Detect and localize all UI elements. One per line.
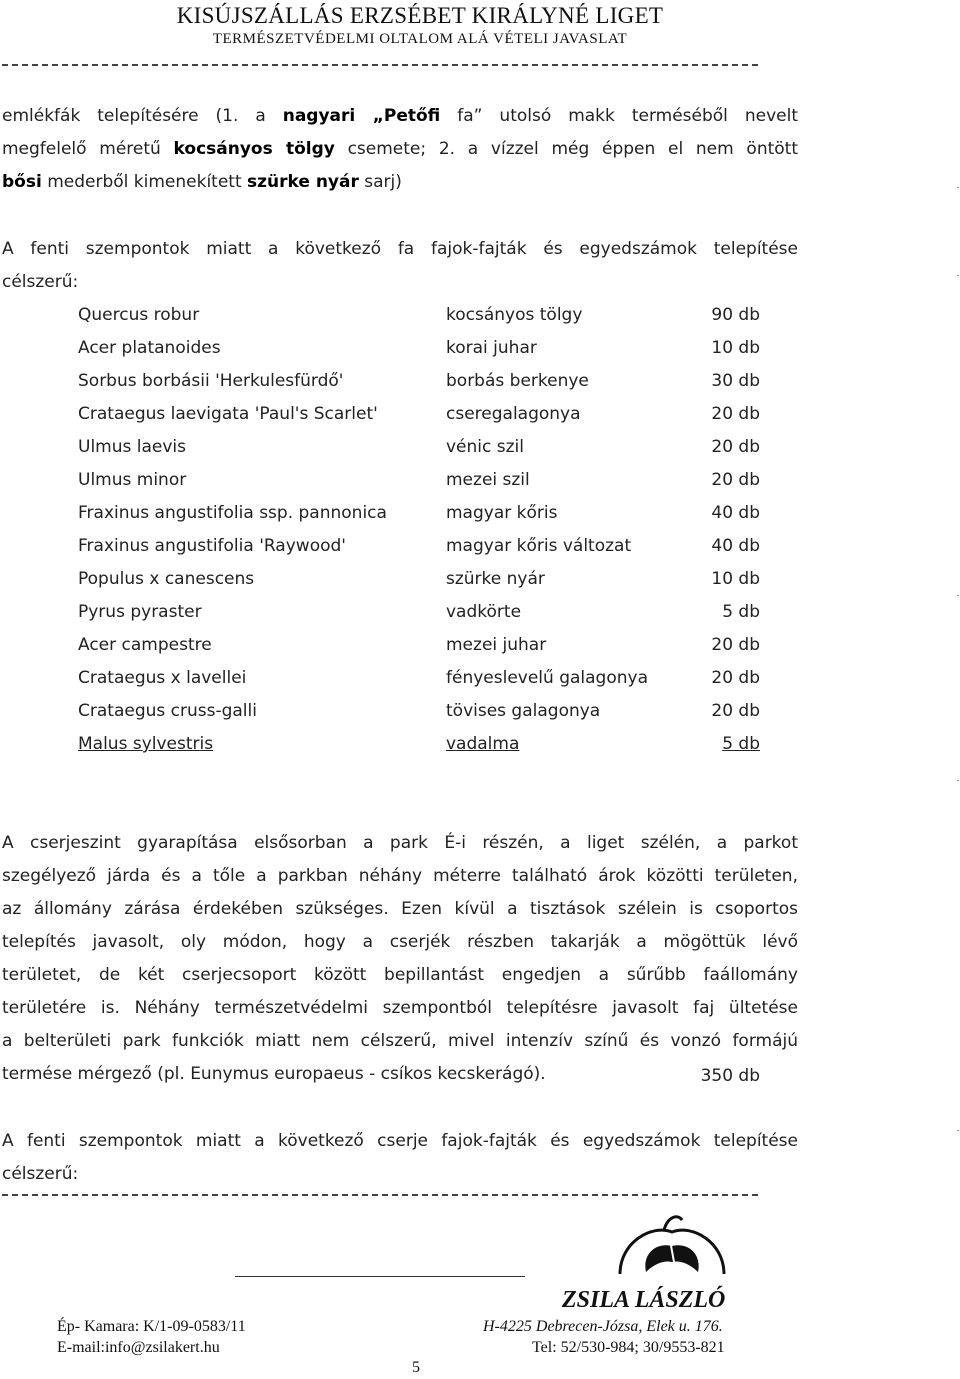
species-row [78,431,760,464]
species-latin-name: Acer platanoides [78,338,221,358]
species-row [78,596,760,629]
postal-address: H-4225 Debrecen-Józsa, Elek u. 176. [483,1318,723,1335]
species-hungarian-name: borbás berkenye [446,371,589,391]
species-latin-name: Pyrus pyraster [78,602,202,622]
edge-mark [957,780,959,781]
shrub-paragraph-line: a belterületi park funkciók miatt nem célszerű, mivel intenzív színű és vonzó formájú [2,1031,798,1051]
intro-bold-petofi: nagyari „Petőfi [282,106,441,126]
species-row [78,497,760,530]
edge-mark [957,187,959,188]
species-latin-name: Fraxinus angustifolia 'Raywood' [78,536,346,556]
page-number: 5 [412,1359,420,1376]
species-hungarian-name: kocsányos tölgy [446,305,583,325]
species-hungarian-name: szürke nyár [446,569,545,589]
species-count: 5 db [722,602,760,622]
species-count: 20 db [711,701,760,721]
trees-intro-line: célszerű: [2,272,79,292]
shrubs-intro-line: célszerű: [2,1164,79,1184]
intro-text: fa” utolsó makk terméséből nevelt [440,106,798,126]
species-row [78,464,760,497]
species-count: 40 db [711,503,760,523]
shrub-paragraph-line: területet, de két cserjecsoport között bepillantást engedjen a sűrűbb faállomány [2,965,798,985]
shrubs-intro-paragraph [2,1125,798,1191]
species-hungarian-name: vadalma [446,734,520,754]
footer-divider [2,1194,758,1196]
signature-name: ZSILA LÁSZLÓ [562,1287,726,1313]
species-hungarian-name: fényeslevelű galagonya [446,668,648,688]
species-hungarian-name: cseregalagonya [446,404,581,424]
intro-paragraph [2,100,798,199]
species-latin-name: Ulmus laevis [78,437,187,457]
species-count: 10 db [711,569,760,589]
species-hungarian-name: mezei juhar [446,635,547,655]
species-total: 350 db [700,1066,760,1086]
shrub-paragraph-line: területére is. Néhány természetvédelmi szempontból telepítésre javasolt faj ültetése [2,998,798,1018]
signature-line [235,1276,525,1277]
intro-bold-tolgy: kocsányos tölgy [173,139,335,159]
shrub-paragraph-line: A cserjeszint gyarapítása elsősorban a park É-i részén, a liget szélén, a parkot [2,833,798,853]
intro-bold-szurke-nyar: szürke nyár [247,172,359,192]
species-hungarian-name: magyar kőris [446,503,558,523]
species-count: 20 db [711,437,760,457]
shrub-paragraph-line: termése mérgező (pl. Eunymus europaeus - csíkos kecskerágó). [2,1064,546,1084]
intro-text: sarj) [358,172,402,192]
species-hungarian-name: mezei szil [446,470,530,490]
shrub-paragraph [2,827,798,1091]
species-count: 40 db [711,536,760,556]
header-divider [2,64,758,66]
chamber-number: Ép- Kamara: K/1-09-0583/11 [57,1318,246,1335]
species-hungarian-name: magyar kőris változat [446,536,632,556]
edge-mark [957,1130,959,1131]
species-latin-name: Crataegus laevigata 'Paul's Scarlet' [78,404,378,424]
species-hungarian-name: tövises galagonya [446,701,601,721]
intro-bold-bosi: bősi [2,172,42,192]
intro-text: csemete; 2. a vízzel még éppen el nem öntött [334,139,798,159]
species-row [78,365,760,398]
species-row [78,332,760,365]
species-latin-name: Quercus robur [78,305,200,325]
shrub-paragraph-line: az állomány zárása érdekében szükséges. Ezen kívül a tisztások szélein is csoportos [2,899,798,919]
species-row [78,530,760,563]
species-count: 10 db [711,338,760,358]
email-address: E-mail:info@zsilakert.hu [57,1339,220,1356]
intro-text: mederből kimenekített [41,172,248,192]
species-latin-name: Populus x canescens [78,569,255,589]
species-latin-name: Acer campestre [78,635,212,655]
species-latin-name: Sorbus borbásii 'Herkulesfürdő' [78,371,344,391]
species-hungarian-name: korai juhar [446,338,537,358]
species-count: 20 db [711,668,760,688]
species-count: 20 db [711,470,760,490]
species-row [78,695,760,728]
species-row [78,398,760,431]
document-subtitle: TERMÉSZETVÉDELMI OLTALOM ALÁ VÉTELI JAVASLAT [212,31,628,47]
shrub-paragraph-line: szegélyező járda és a tőle a parkban néhány méterre található árok közötti területen, [2,866,798,886]
company-logo-icon [612,1212,732,1282]
intro-text: emlékfák telepítésére (1. a [2,106,283,126]
edge-mark [957,275,959,276]
species-row [78,728,760,761]
species-count: 5 db [722,734,760,754]
species-count: 20 db [711,404,760,424]
species-row [78,662,760,695]
species-count: 30 db [711,371,760,391]
trees-intro-line: A fenti szempontok miatt a következő fa fajok-fajták és egyedszámok telepítése [2,239,798,259]
species-row [78,563,760,596]
shrub-paragraph-line: telepítés javasolt, oly módon, hogy a cserjék részben takarják a mögöttük lévő [2,932,798,952]
phone-numbers: Tel: 52/530-984; 30/9553-821 [532,1339,725,1356]
species-hungarian-name: vadkörte [446,602,522,622]
species-latin-name: Crataegus cruss-galli [78,701,257,721]
intro-text: megfelelő méretű [2,139,174,159]
species-latin-name: Fraxinus angustifolia ssp. pannonica [78,503,387,523]
species-latin-name: Crataegus x lavellei [78,668,247,688]
species-row [78,629,760,662]
species-latin-name: Malus sylvestris [78,734,214,754]
species-count: 90 db [711,305,760,325]
species-row [78,299,760,332]
species-hungarian-name: vénic szil [446,437,524,457]
shrubs-intro-line: A fenti szempontok miatt a következő cserje fajok-fajták és egyedszámok telepítése [2,1131,798,1151]
trees-intro-paragraph [2,233,798,299]
species-latin-name: Ulmus minor [78,470,187,490]
species-count: 20 db [711,635,760,655]
document-title: KISÚJSZÁLLÁS ERZSÉBET KIRÁLYNÉ LIGET [176,3,664,28]
edge-mark [957,595,959,596]
